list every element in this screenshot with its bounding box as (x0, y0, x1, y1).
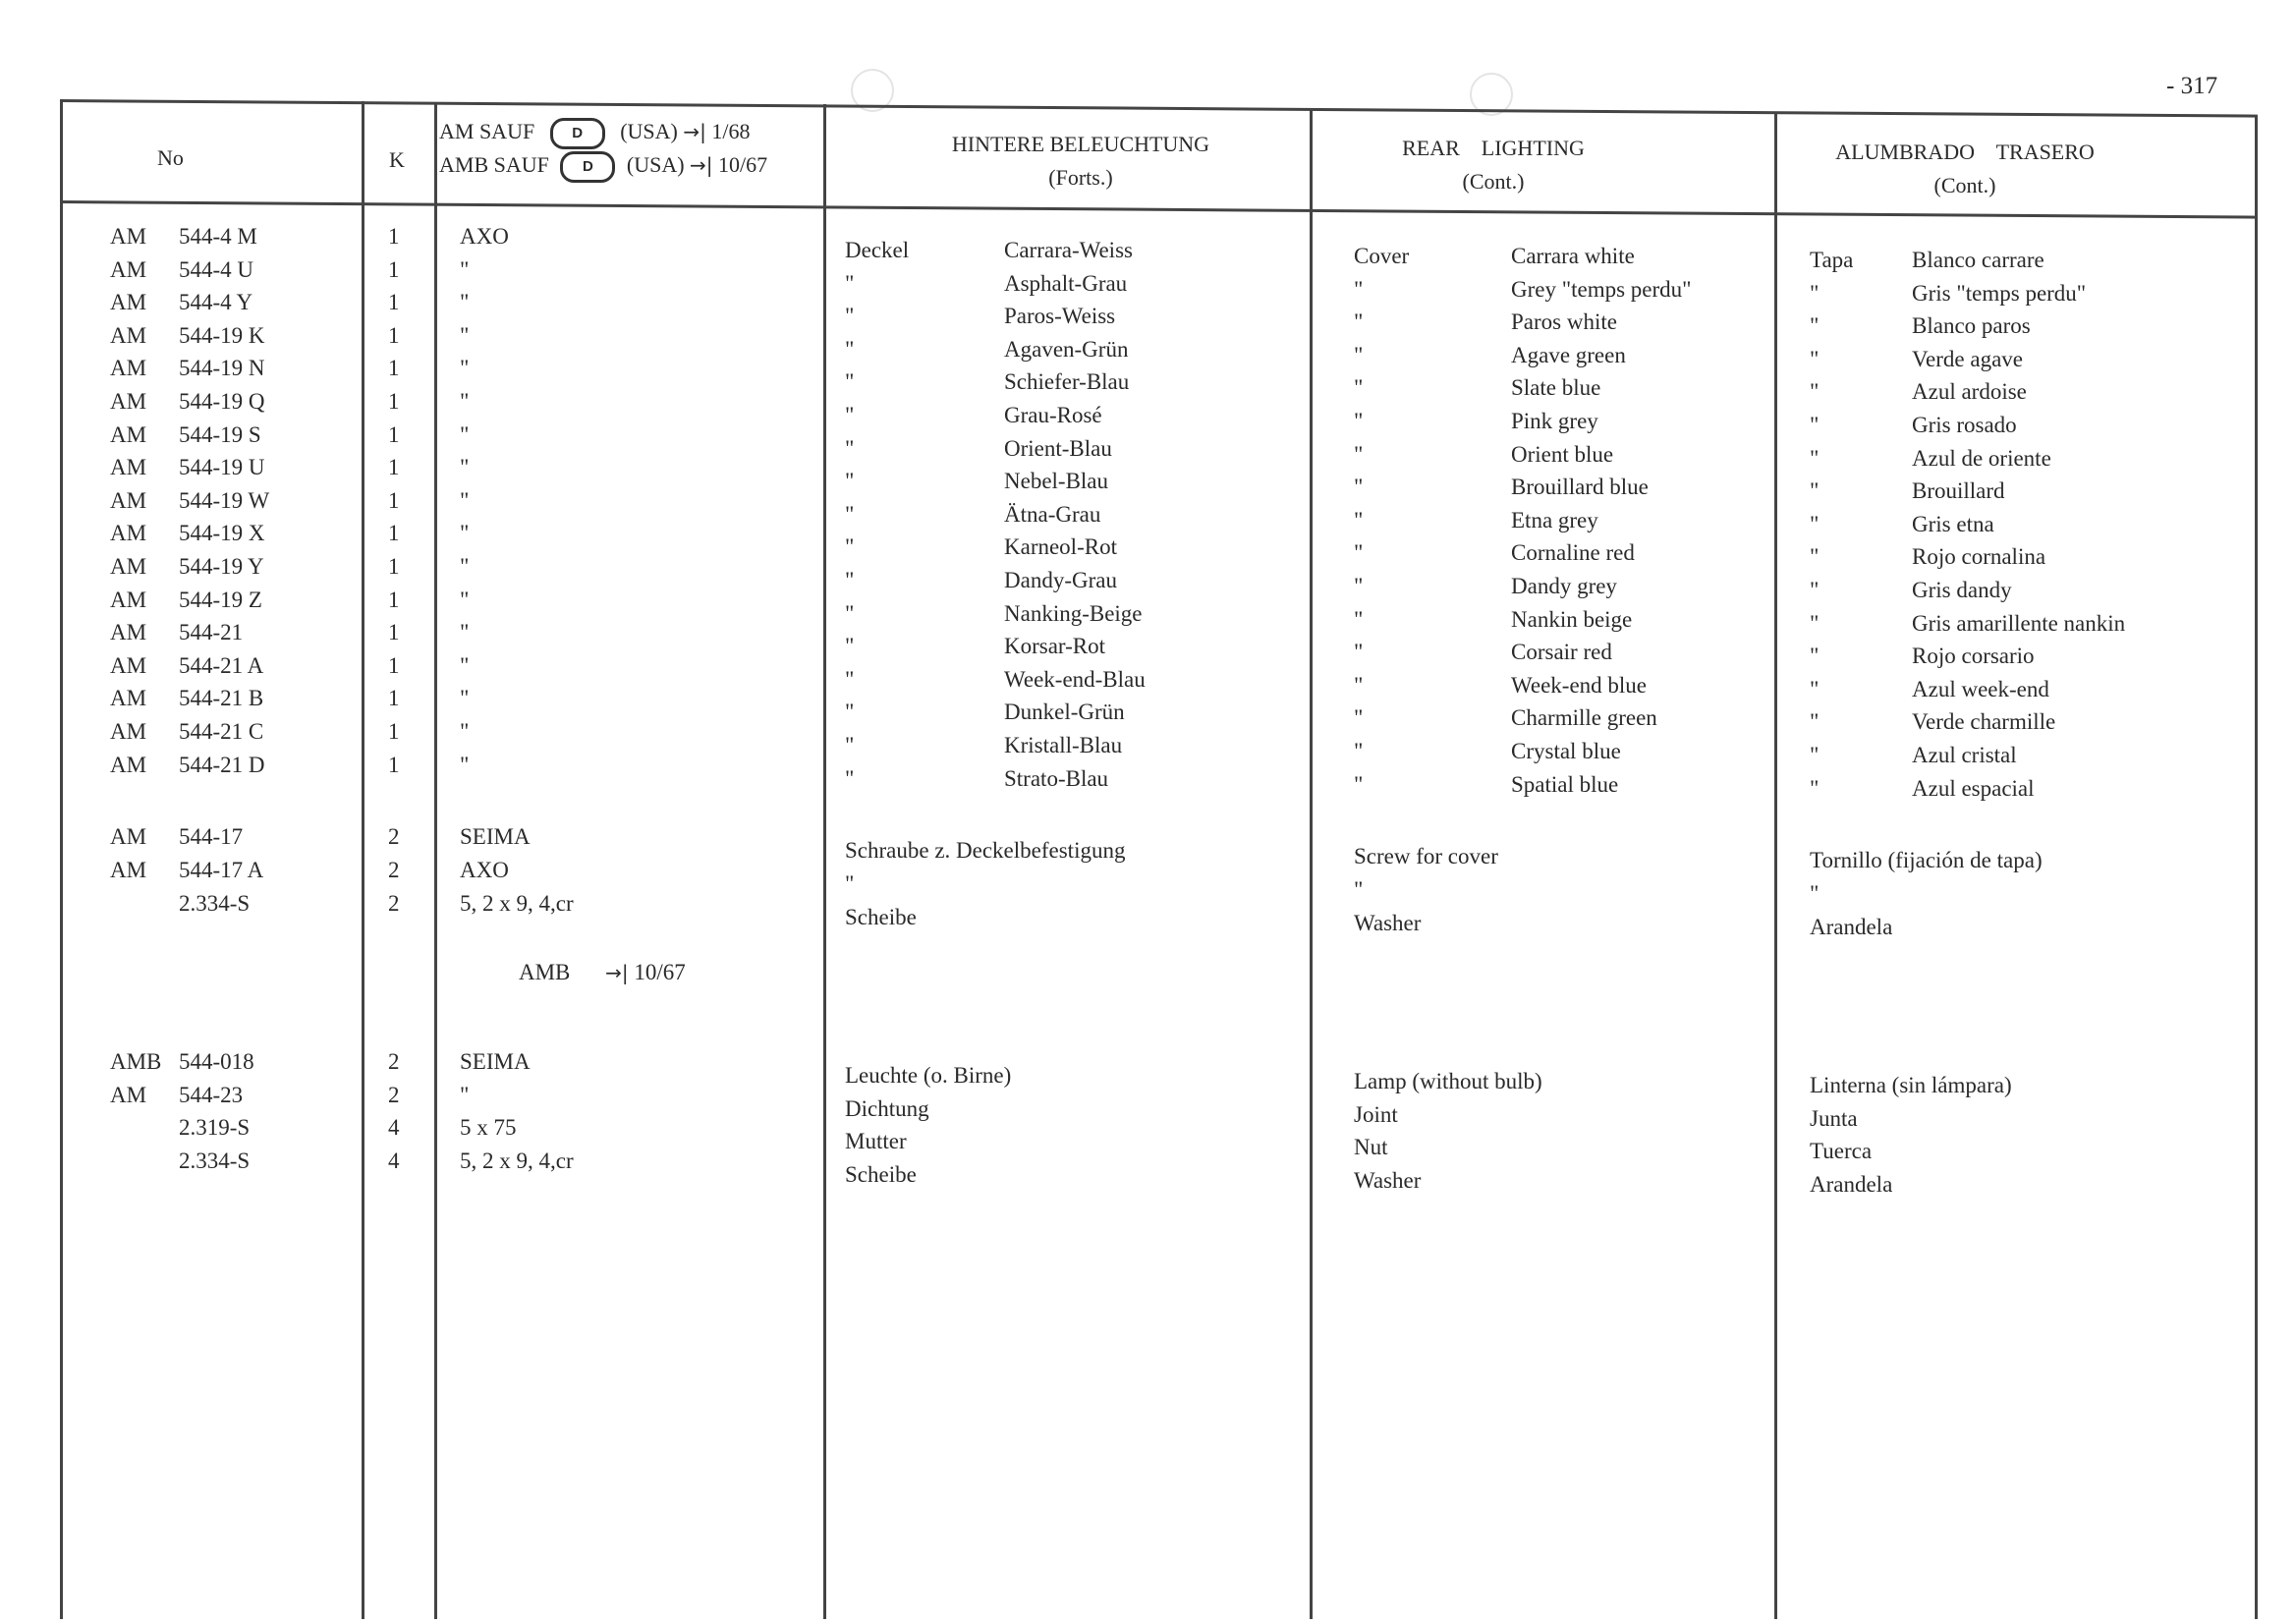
german-desc: Dichtung (845, 1096, 929, 1121)
part-prefix: AM (110, 752, 147, 777)
spanish-desc: Junta (1810, 1106, 1858, 1131)
spanish-color: Gris rosado (1912, 413, 2017, 437)
spanish-color: Azul cristal (1912, 743, 2017, 767)
spanish-desc: " (1810, 881, 1820, 906)
german-color: Karneol-Rot (1004, 534, 1117, 560)
part-prefix: AM (110, 487, 147, 513)
english-desc: Lamp (without bulb) (1354, 1069, 1542, 1093)
english-color: Paros white (1511, 309, 1617, 335)
arrow-to-bar-icon: →| (605, 961, 629, 984)
part-number: 544-17 A (179, 858, 264, 882)
german-desc: " (845, 336, 855, 362)
spanish-color: Rojo cornalina (1912, 544, 2046, 570)
spanish-color: Azul espacial (1912, 775, 2035, 801)
col-line-note (823, 104, 826, 1619)
part-prefix: AM (110, 421, 147, 447)
english-color: Orient blue (1511, 441, 1614, 467)
german-color: Kristall-Blau (1004, 733, 1123, 757)
quantity-k: 1 (388, 356, 400, 381)
part-number: 544-19 Y (179, 554, 264, 579)
header-english-title: REAR LIGHTING (1402, 136, 1585, 160)
german-color: Carrara-Weiss (1004, 238, 1133, 262)
part-number: 544-4 Y (179, 290, 253, 315)
spec-note: " (460, 322, 470, 348)
page-number: - 317 (2166, 73, 2218, 99)
quantity-k: 4 (388, 1115, 400, 1140)
arrow-to-bar-icon: →| (683, 120, 706, 144)
german-desc: " (845, 270, 855, 296)
quantity-k: 1 (388, 752, 400, 777)
part-number: 544-21 A (179, 652, 264, 678)
part-number: 2.334-S (179, 891, 251, 916)
german-desc: " (845, 765, 855, 791)
quantity-k: 1 (388, 256, 400, 282)
header-spanish (1798, 136, 2132, 202)
german-color: Korsar-Rot (1004, 634, 1106, 659)
german-desc: Leuchte (o. Birne) (845, 1063, 1012, 1088)
spanish-desc: Linterna (sin lámpara) (1810, 1073, 2012, 1097)
quantity-k: 1 (388, 389, 400, 414)
part-number: 544-21 C (179, 719, 264, 744)
sauf-prefix: AMB SAUF (439, 152, 549, 178)
header-english-sub: (Cont.) (1462, 169, 1525, 194)
sauf-date: 1/68 (711, 119, 751, 144)
german-desc: " (845, 700, 855, 725)
amb-note-date: 10/67 (634, 960, 686, 984)
part-number: 544-21 B (179, 686, 264, 711)
part-number: 544-4 M (179, 224, 257, 249)
spanish-color: Azul week-end (1912, 676, 2049, 701)
spanish-color: Blanco carrare (1912, 248, 2044, 272)
part-prefix: AM (110, 322, 147, 348)
english-color: Brouillard blue (1511, 475, 1649, 500)
header-divider (60, 200, 2258, 219)
german-color: Week-end-Blau (1004, 666, 1146, 692)
quantity-k: 1 (388, 521, 400, 546)
header-sauf-line-1 (439, 118, 751, 149)
usa-label: (USA) (620, 119, 678, 144)
spec-note: " (460, 752, 470, 777)
spec-note: " (460, 719, 470, 744)
spanish-color: Blanco paros (1912, 313, 2031, 339)
spanish-desc: " (1810, 775, 1820, 801)
english-desc: " (1354, 475, 1364, 500)
part-prefix: AM (110, 652, 147, 678)
header-german-sub: (Forts.) (1048, 165, 1113, 190)
spanish-desc: " (1810, 610, 1820, 636)
quantity-k: 1 (388, 224, 400, 249)
quantity-k: 1 (388, 587, 400, 612)
spec-note: AXO (460, 858, 509, 882)
spec-note: " (460, 1083, 470, 1107)
english-desc: Screw for cover (1354, 844, 1498, 868)
spanish-color: Gris amarillente nankin (1912, 610, 2126, 636)
german-color: Schiefer-Blau (1004, 369, 1130, 395)
quantity-k: 2 (388, 824, 400, 849)
part-number: 544-19 Q (179, 389, 265, 414)
spanish-desc: Tuerca (1810, 1139, 1873, 1163)
part-prefix: AM (110, 290, 147, 315)
spanish-color: Azul ardoise (1912, 379, 2027, 405)
quantity-k: 1 (388, 487, 400, 513)
english-desc: " (1354, 441, 1364, 467)
part-number: 2.319-S (179, 1115, 251, 1140)
spec-note: " (460, 487, 470, 513)
english-desc: " (1354, 375, 1364, 401)
part-number: 544-17 (179, 824, 244, 849)
spanish-desc: Tapa (1810, 248, 1854, 272)
quantity-k: 1 (388, 322, 400, 348)
col-line-no (362, 101, 364, 1619)
part-number: 544-19 N (179, 356, 265, 381)
spanish-desc: Arandela (1810, 1172, 1893, 1197)
english-color: Grey "temps perdu" (1511, 276, 1692, 302)
german-color: Strato-Blau (1004, 765, 1109, 791)
english-color: Agave green (1511, 342, 1626, 367)
english-desc: Joint (1354, 1102, 1398, 1127)
english-color: Crystal blue (1511, 739, 1621, 763)
german-desc: " (845, 304, 855, 329)
english-desc: Cover (1354, 244, 1410, 268)
german-desc: " (845, 435, 855, 461)
quantity-k: 1 (388, 620, 400, 645)
quantity-k: 1 (388, 455, 400, 480)
quantity-k: 1 (388, 652, 400, 678)
german-desc: " (845, 534, 855, 560)
german-desc: " (845, 469, 855, 494)
german-desc: " (845, 369, 855, 395)
german-desc: " (845, 600, 855, 626)
part-number: 544-19 K (179, 322, 265, 348)
spanish-color: Gris etna (1912, 511, 1994, 536)
arrow-to-bar-icon: →| (690, 153, 713, 178)
part-prefix: AMB (110, 1049, 162, 1074)
english-desc: Washer (1354, 911, 1422, 935)
spec-note: SEIMA (460, 824, 531, 849)
german-color: Nebel-Blau (1004, 469, 1109, 494)
part-number: 544-19 X (179, 521, 265, 546)
amb-note-label: AMB (519, 960, 571, 984)
quantity-k: 1 (388, 686, 400, 711)
spec-note: " (460, 455, 470, 480)
part-number: 544-4 U (179, 256, 254, 282)
spec-note: " (460, 652, 470, 678)
english-desc: " (1354, 672, 1364, 698)
part-prefix: AM (110, 521, 147, 546)
part-number: 544-19 U (179, 455, 265, 480)
spanish-color: Gris dandy (1912, 578, 2012, 602)
english-desc: " (1354, 540, 1364, 566)
spanish-color: Azul de oriente (1912, 445, 2051, 471)
spanish-desc: " (1810, 578, 1820, 602)
header-sauf-line-2 (439, 151, 767, 183)
german-desc: Schraube z. Deckelbefestigung (845, 838, 1126, 863)
german-color: Dunkel-Grün (1004, 700, 1125, 725)
german-desc: " (845, 871, 855, 896)
english-desc: " (1354, 409, 1364, 433)
part-prefix: AM (110, 455, 147, 480)
spanish-desc: " (1810, 280, 1820, 306)
spanish-desc: " (1810, 445, 1820, 471)
part-prefix: AM (110, 686, 147, 711)
part-prefix: AM (110, 554, 147, 579)
spanish-desc: Tornillo (fijación de tapa) (1810, 848, 2043, 872)
spec-note: 5 x 75 (460, 1115, 517, 1140)
english-color: Slate blue (1511, 375, 1601, 401)
col-line-k (434, 102, 437, 1619)
german-color: Paros-Weiss (1004, 304, 1116, 329)
english-color: Nankin beige (1511, 606, 1633, 632)
german-desc: " (845, 634, 855, 659)
spec-note: " (460, 356, 470, 381)
quantity-k: 2 (388, 891, 400, 916)
spec-note: SEIMA (460, 1049, 531, 1074)
spec-note: " (460, 389, 470, 414)
part-number: 544-19 Z (179, 587, 262, 612)
header-german (884, 128, 1277, 195)
spec-note: 5, 2 x 9, 4,cr (460, 891, 574, 916)
spanish-color: Brouillard (1912, 478, 2005, 504)
header-english (1336, 132, 1651, 198)
spec-note: AXO (460, 224, 509, 249)
spec-note: " (460, 554, 470, 579)
english-desc: " (1354, 574, 1364, 598)
top-border (60, 99, 2258, 118)
spanish-desc: " (1810, 743, 1820, 767)
english-color: Charmille green (1511, 705, 1657, 731)
spanish-desc: " (1810, 544, 1820, 570)
col-line-left (60, 99, 63, 1619)
spec-note: " (460, 620, 470, 645)
english-desc: " (1354, 309, 1364, 335)
country-d-badge: D (550, 118, 605, 149)
german-desc: " (845, 666, 855, 692)
part-number: 2.334-S (179, 1148, 251, 1173)
spanish-desc: " (1810, 313, 1820, 339)
spec-note: " (460, 686, 470, 711)
spanish-color: Gris "temps perdu" (1912, 280, 2087, 306)
part-number: 544-018 (179, 1049, 254, 1074)
english-color: Etna grey (1511, 507, 1598, 532)
spec-note: " (460, 421, 470, 447)
spanish-desc: " (1810, 644, 1820, 669)
german-color: Grau-Rosé (1004, 403, 1102, 427)
english-color: Pink grey (1511, 409, 1598, 433)
english-desc: " (1354, 640, 1364, 665)
part-number: 544-19 W (179, 487, 270, 513)
spec-note: " (460, 290, 470, 315)
german-color: Dandy-Grau (1004, 568, 1117, 592)
german-desc: Deckel (845, 238, 910, 262)
header-no: No (157, 145, 184, 170)
german-desc: " (845, 501, 855, 527)
english-color: Week-end blue (1511, 672, 1647, 698)
part-number: 544-19 S (179, 421, 261, 447)
part-prefix: AM (110, 824, 147, 849)
quantity-k: 1 (388, 421, 400, 447)
header-spanish-sub: (Cont.) (1933, 173, 1996, 197)
country-d-badge: D (560, 151, 615, 183)
german-color: Agaven-Grün (1004, 336, 1129, 362)
part-prefix: AM (110, 356, 147, 381)
col-line-english (1774, 112, 1777, 1619)
spanish-desc: " (1810, 478, 1820, 504)
english-desc: " (1354, 606, 1364, 632)
header-k: K (389, 147, 405, 172)
english-color: Dandy grey (1511, 574, 1617, 598)
spec-note: 5, 2 x 9, 4,cr (460, 1148, 574, 1173)
english-desc: " (1354, 739, 1364, 763)
german-desc: Mutter (845, 1129, 907, 1153)
col-line-right (2255, 116, 2258, 1619)
spec-note: " (460, 521, 470, 546)
english-desc: " (1354, 771, 1364, 797)
spanish-desc: " (1810, 511, 1820, 536)
spanish-desc: " (1810, 379, 1820, 405)
usa-label: (USA) (626, 152, 685, 178)
english-desc: " (1354, 342, 1364, 367)
part-prefix: AM (110, 719, 147, 744)
quantity-k: 1 (388, 290, 400, 315)
amb-note (519, 961, 686, 983)
spanish-desc: " (1810, 709, 1820, 735)
german-desc: Scheibe (845, 1162, 917, 1187)
part-prefix: AM (110, 1083, 147, 1107)
english-desc: Washer (1354, 1168, 1422, 1193)
quantity-k: 2 (388, 1049, 400, 1074)
sauf-prefix: AM SAUF (439, 119, 535, 144)
quantity-k: 2 (388, 1083, 400, 1107)
part-prefix: AM (110, 256, 147, 282)
spanish-desc: " (1810, 413, 1820, 437)
spec-note: " (460, 256, 470, 282)
spanish-color: Verde charmille (1912, 709, 2056, 735)
part-prefix: AM (110, 858, 147, 882)
spanish-desc: " (1810, 346, 1820, 371)
part-number: 544-21 (179, 620, 244, 645)
german-desc: " (845, 403, 855, 427)
quantity-k: 4 (388, 1148, 400, 1173)
english-color: Corsair red (1511, 640, 1612, 665)
quantity-k: 2 (388, 858, 400, 882)
sauf-date: 10/67 (718, 152, 768, 178)
header-german-title: HINTERE BELEUCHTUNG (951, 132, 1210, 156)
english-desc: " (1354, 705, 1364, 731)
spanish-desc: " (1810, 676, 1820, 701)
spanish-color: Verde agave (1912, 346, 2024, 371)
english-color: Cornaline red (1511, 540, 1635, 566)
german-desc: Scheibe (845, 905, 917, 929)
col-line-german (1310, 108, 1313, 1619)
quantity-k: 1 (388, 719, 400, 744)
english-color: Spatial blue (1511, 771, 1619, 797)
english-desc: " (1354, 276, 1364, 302)
part-prefix: AM (110, 389, 147, 414)
spanish-desc: Arandela (1810, 915, 1893, 939)
part-prefix: AM (110, 224, 147, 249)
english-color: Carrara white (1511, 244, 1635, 268)
english-desc: Nut (1354, 1135, 1388, 1159)
german-color: Ätna-Grau (1004, 501, 1101, 527)
german-color: Nanking-Beige (1004, 600, 1143, 626)
english-desc: " (1354, 507, 1364, 532)
quantity-k: 1 (388, 554, 400, 579)
header-spanish-title: ALUMBRADO TRASERO (1835, 140, 2095, 164)
part-number: 544-21 D (179, 752, 265, 777)
german-color: Orient-Blau (1004, 435, 1112, 461)
german-desc: " (845, 733, 855, 757)
spec-note: " (460, 587, 470, 612)
spanish-color: Rojo corsario (1912, 644, 2035, 669)
part-number: 544-23 (179, 1083, 244, 1107)
english-desc: " (1354, 877, 1364, 902)
german-color: Asphalt-Grau (1004, 270, 1128, 296)
german-desc: " (845, 568, 855, 592)
part-prefix: AM (110, 587, 147, 612)
part-prefix: AM (110, 620, 147, 645)
